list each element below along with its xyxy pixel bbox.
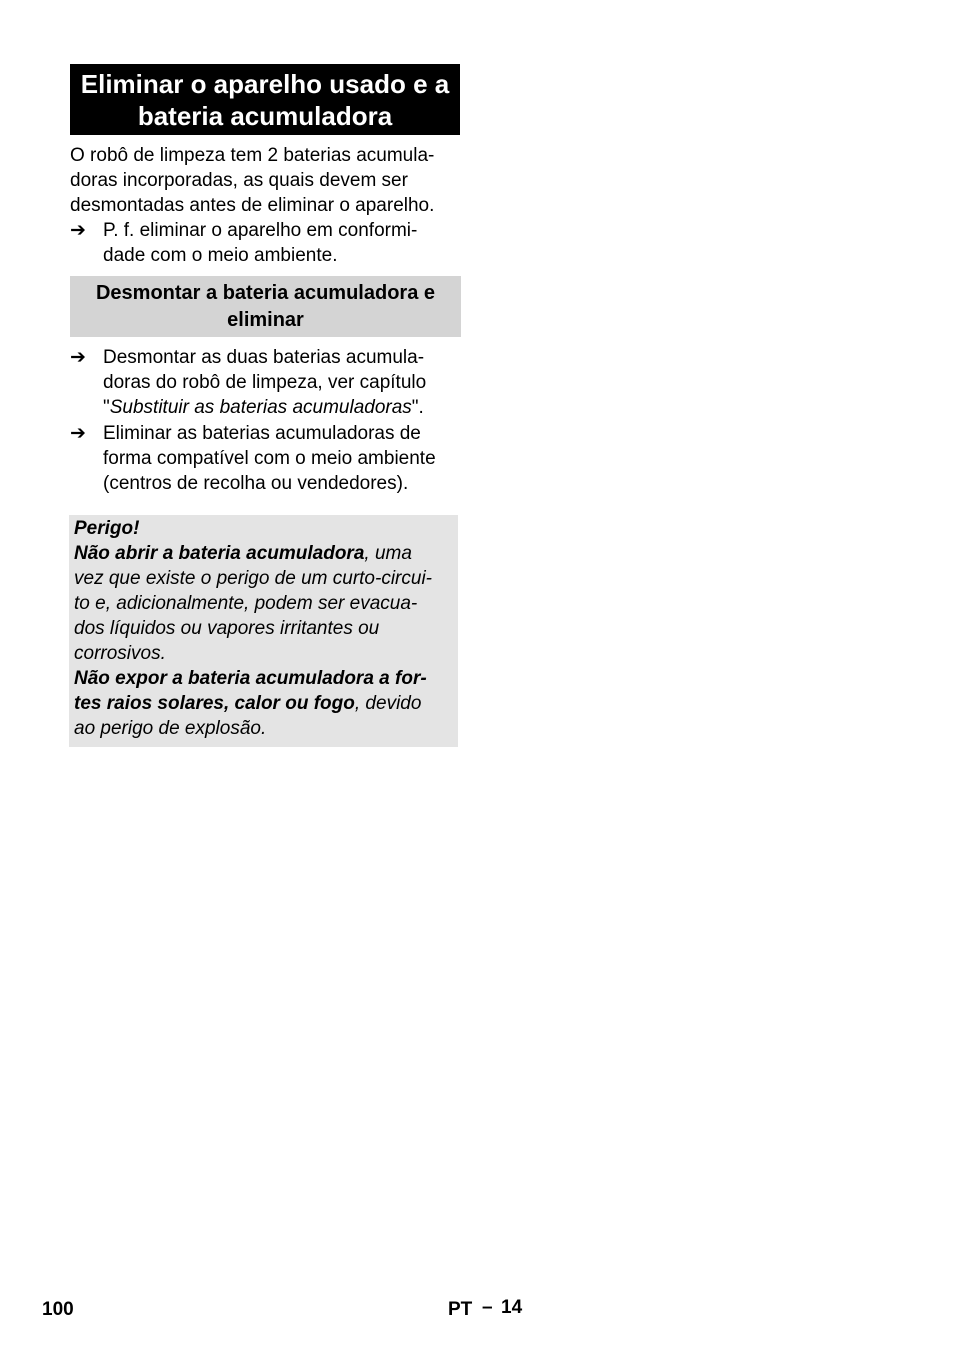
danger-title: Perigo!	[74, 518, 140, 539]
danger-line: vez que existe o perigo de um curto-circui-	[74, 568, 432, 589]
section-heading	[70, 64, 460, 135]
page-number: 100	[42, 1299, 74, 1320]
danger-bold-text: tes raios solares, calor ou fogo	[74, 693, 355, 714]
chapter-reference: Substituir as baterias acumuladoras	[109, 397, 412, 418]
danger-notice-box	[69, 515, 458, 747]
section-page-number: 14	[501, 1297, 523, 1318]
bullet-line: dade com o meio ambiente.	[103, 245, 338, 266]
bullet-dispose-batteries	[70, 421, 462, 496]
bullet-line: doras do robô de limpeza, ver capítulo	[103, 372, 427, 393]
quote-close: ".	[411, 397, 424, 418]
bullet-line: Desmontar as duas baterias acumula-	[103, 347, 425, 368]
bullet-eliminate-device	[70, 218, 462, 268]
intro-line: doras incorporadas, as quais devem ser	[70, 170, 408, 191]
danger-line: ao perigo de explosão.	[74, 718, 267, 739]
intro-line: O robô de limpeza tem 2 baterias acumula-	[70, 145, 435, 166]
danger-line: Não abrir a bateria acumuladora, uma	[74, 543, 412, 564]
quote-open: "	[103, 397, 110, 418]
bullet-line: (centros de recolha ou vendedores).	[103, 473, 409, 494]
section-heading-line-1: Eliminar o aparelho usado e a	[80, 68, 450, 99]
subsection-heading	[70, 276, 461, 337]
language-code: PT	[448, 1299, 473, 1320]
bullet-line: P. f. eliminar o aparelho em conformi-	[103, 220, 418, 241]
bullet-dismount-batteries	[70, 345, 462, 420]
danger-line: corrosivos.	[74, 643, 166, 664]
arrow-right-icon: ➔	[70, 423, 86, 444]
bullet-line: forma compatível com o meio ambiente	[103, 448, 436, 469]
subsection-heading-line-1: Desmontar a bateria acumuladora e	[95, 281, 435, 304]
danger-line: dos líquidos ou vapores irritantes ou	[74, 618, 380, 639]
arrow-right-icon: ➔	[70, 220, 86, 241]
bullet-line: Eliminar as baterias acumuladoras de	[103, 423, 421, 444]
danger-bold-line: Não expor a bateria acumuladora a for-	[74, 668, 427, 689]
arrow-right-icon: ➔	[70, 347, 86, 368]
intro-paragraph	[70, 143, 462, 218]
footer-dash: –	[482, 1297, 493, 1318]
danger-bold-text: Não abrir a bateria acumuladora	[74, 543, 365, 564]
bullet-line	[103, 395, 462, 420]
subsection-heading-line-2: eliminar	[227, 308, 304, 331]
intro-line: desmontadas antes de eliminar o aparelho.	[70, 195, 435, 216]
section-heading-line-2: bateria acumuladora	[137, 100, 393, 131]
danger-line: tes raios solares, calor ou fogo, devido	[74, 693, 422, 714]
danger-line: to e, adicionalmente, podem ser evacua-	[74, 593, 418, 614]
